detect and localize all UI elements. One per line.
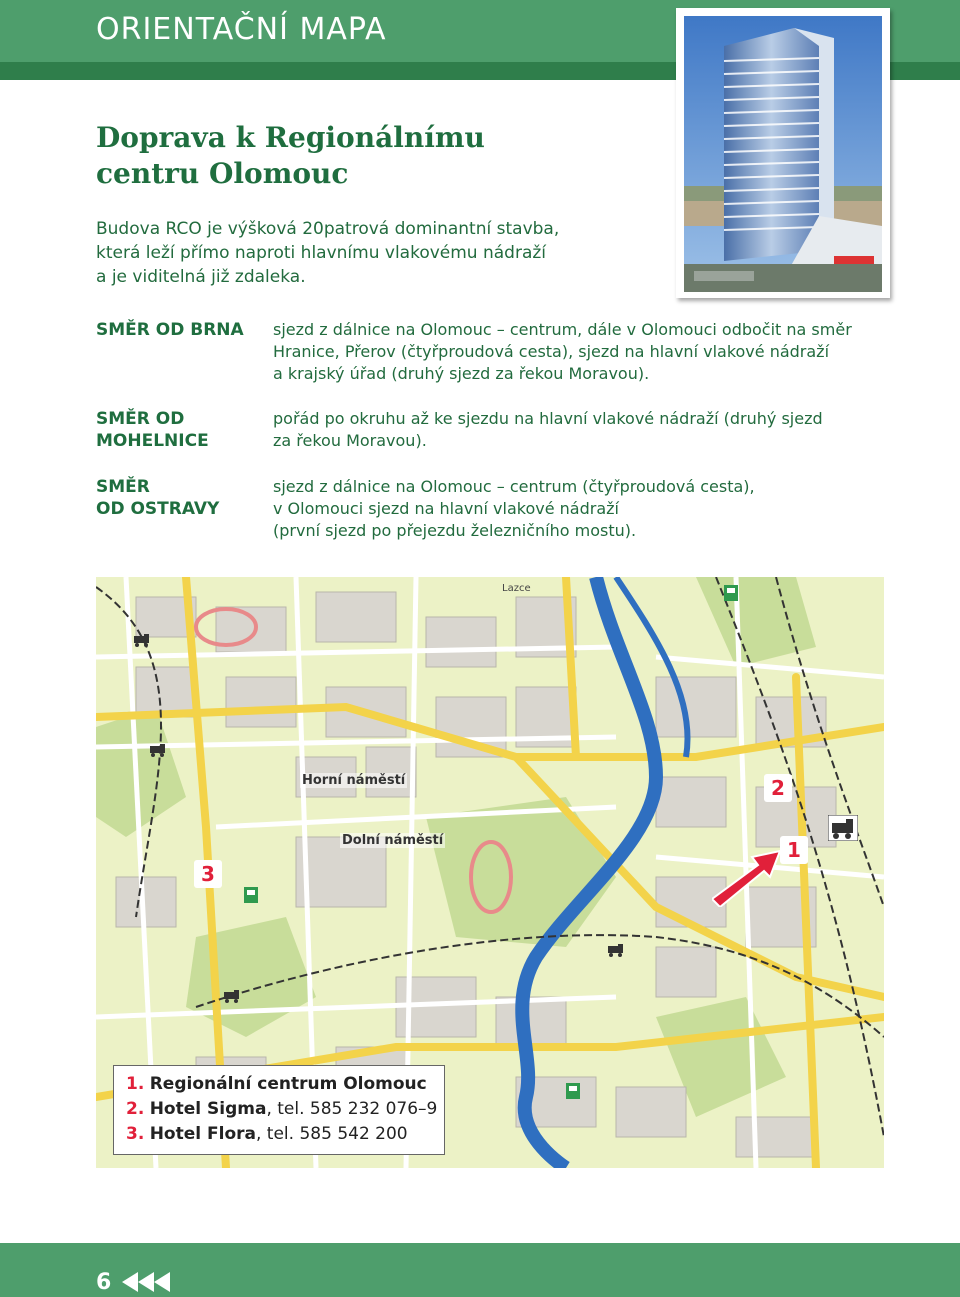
intro-line: a je viditelná již zdaleka. bbox=[96, 267, 306, 287]
intro-line: která leží přímo naproti hlavnímu vlakovému nádraží bbox=[96, 243, 547, 263]
direction-label-line: SMĚR OD BRNA bbox=[96, 320, 244, 340]
train-station-icon bbox=[828, 815, 858, 841]
fuel-station-icon bbox=[724, 585, 738, 601]
legend-item bbox=[126, 1074, 427, 1094]
place-label-horni-namesti: Horní náměstí bbox=[302, 773, 406, 788]
marker-hotel-sigma[interactable]: 2 bbox=[764, 774, 792, 802]
legend-number: 1. bbox=[126, 1074, 145, 1094]
direction-text-line: sjezd z dálnice na Olomouc – centrum, dále v Olomouci odbočit na směr bbox=[273, 320, 852, 339]
direction-text-line: pořád po okruhu až ke sjezdu na hlavní vlakové nádraží (druhý sjezd bbox=[273, 409, 823, 428]
direction-text-line: za řekou Moravou). bbox=[273, 431, 427, 450]
intro-line: Budova RCO je výšková 20patrová dominantní stavba, bbox=[96, 219, 560, 239]
legend-name: Regionální centrum Olomouc bbox=[149, 1074, 427, 1094]
page-header-title: ORIENTAČNÍ MAPA bbox=[96, 12, 387, 47]
direction-text-mohelnice bbox=[273, 408, 863, 452]
direction-text-line: v Olomouci sjezd na hlavní vlakové nádraží bbox=[273, 499, 619, 518]
direction-label-line: OD OSTRAVY bbox=[96, 499, 220, 519]
direction-label-line: SMĚR OD bbox=[96, 409, 185, 429]
section-title bbox=[96, 120, 656, 192]
legend-name: Hotel Sigma bbox=[149, 1099, 267, 1119]
marker-regional-centre[interactable]: 1 bbox=[780, 836, 808, 864]
train-station-icon bbox=[222, 989, 242, 1003]
legend-number: 2. bbox=[126, 1099, 145, 1119]
direction-label-mohelnice bbox=[96, 408, 256, 452]
direction-text-line: Hranice, Přerov (čtyřproudová cesta), sjezd na hlavní vlakové nádraží bbox=[273, 342, 830, 361]
back-arrows-icon[interactable] bbox=[122, 1272, 174, 1292]
place-label-dolni-namesti: Dolní náměstí bbox=[342, 833, 444, 848]
direction-text-brno bbox=[273, 319, 863, 385]
page-number: 6 bbox=[96, 1270, 112, 1295]
train-station-icon bbox=[606, 943, 626, 957]
direction-text-line: (první sjezd po přejezdu železničního mostu). bbox=[273, 521, 637, 540]
train-station-icon bbox=[132, 633, 152, 647]
direction-label-brno bbox=[96, 319, 256, 341]
direction-label-line: SMĚR bbox=[96, 477, 150, 497]
building-photo-frame bbox=[676, 8, 890, 298]
legend-item bbox=[126, 1124, 408, 1144]
building-photo bbox=[684, 16, 882, 292]
pointer-arrow-icon bbox=[712, 847, 782, 907]
fuel-station-icon bbox=[244, 887, 258, 903]
place-label-lazce: Lazce bbox=[502, 583, 531, 594]
section-title-line: Doprava k Regionálnímu bbox=[96, 121, 485, 154]
section-title-line: centru Olomouc bbox=[96, 157, 349, 190]
train-station-icon bbox=[148, 743, 168, 757]
legend-detail: , tel. 585 232 076–9 bbox=[266, 1099, 438, 1119]
direction-text-line: a krajský úřad (druhý sjezd za řekou Moravou). bbox=[273, 364, 650, 383]
legend-number: 3. bbox=[126, 1124, 145, 1144]
legend-detail: , tel. 585 542 200 bbox=[256, 1124, 408, 1144]
legend-item bbox=[126, 1099, 437, 1119]
intro-paragraph bbox=[96, 217, 656, 289]
legend-name: Hotel Flora bbox=[149, 1124, 256, 1144]
direction-text-ostrava bbox=[273, 476, 863, 542]
marker-hotel-flora[interactable]: 3 bbox=[194, 860, 222, 888]
map-legend bbox=[113, 1065, 445, 1155]
fuel-station-icon bbox=[566, 1083, 580, 1099]
direction-label-line: MOHELNICE bbox=[96, 431, 209, 451]
direction-label-ostrava bbox=[96, 476, 256, 520]
direction-text-line: sjezd z dálnice na Olomouc – centrum (čtyřproudová cesta), bbox=[273, 477, 755, 496]
